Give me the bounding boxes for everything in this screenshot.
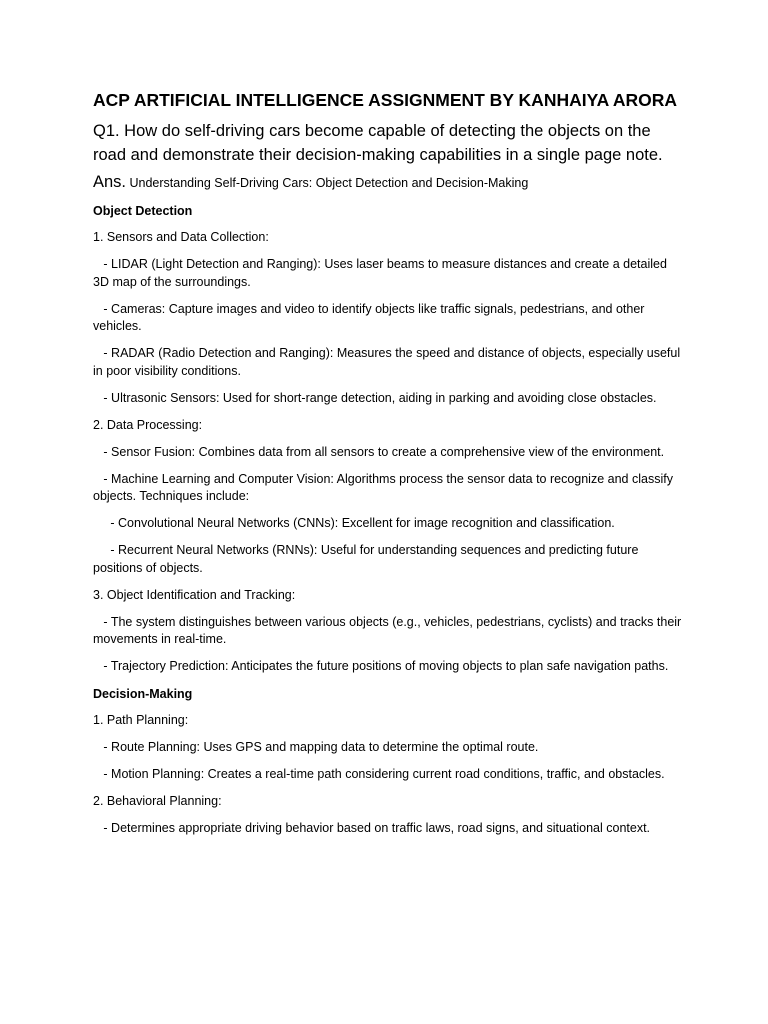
paragraph: 1. Sensors and Data Collection: (93, 230, 269, 244)
paragraph: - LIDAR (Light Detection and Ranging): Uses laser beams to measure distances and create a detailed 3D map of the surroundings. (93, 257, 671, 289)
section-heading: Object Detection (93, 204, 193, 218)
document-title: ACP ARTIFICIAL INTELLIGENCE ASSIGNMENT BY KANHAIYA ARORA (93, 90, 678, 110)
paragraph: 1. Path Planning: (93, 713, 189, 727)
paragraph: - Trajectory Prediction: Anticipates the future positions of moving objects to plan safe navigation paths. (93, 659, 669, 673)
paragraph: - Motion Planning: Creates a real-time path considering current road conditions, traffic, and obstacles. (93, 767, 665, 781)
section-heading: Decision-Making (93, 687, 193, 701)
paragraph: - Route Planning: Uses GPS and mapping data to determine the optimal route. (93, 740, 539, 754)
paragraph: - Sensor Fusion: Combines data from all sensors to create a comprehensive view of the environment. (93, 444, 665, 459)
paragraph: - RADAR (Radio Detection and Ranging): Measures the speed and distance of objects, especially useful in poor visibility conditions. (93, 346, 684, 378)
paragraph: - Convolutional Neural Networks (CNNs): Excellent for image recognition and classification. (93, 516, 615, 530)
answer-label: Ans. (93, 173, 127, 191)
paragraph: 3. Object Identification and Tracking: (93, 587, 296, 602)
paragraph: 2. Behavioral Planning: (93, 794, 222, 808)
paragraph: - Determines appropriate driving behavior based on traffic laws, road signs, and situational context. (93, 821, 651, 835)
answer-intro-text: Understanding Self-Driving Cars: Object Detection and Decision-Making (126, 176, 529, 190)
document-page (93, 89, 683, 847)
paragraph: - Cameras: Capture images and video to identify objects like traffic signals, pedestrians, and other vehicles. (93, 301, 648, 333)
paragraph: - The system distinguishes between various objects (e.g., vehicles, pedestrians, cyclists) and tracks their movements in real-time. (93, 614, 685, 646)
paragraph: - Ultrasonic Sensors: Used for short-range detection, aiding in parking and avoiding close obstacles. (93, 390, 657, 405)
paragraph: - Machine Learning and Computer Vision: Algorithms process the sensor data to recognize and classify objects. Techniques include: (93, 471, 677, 503)
question-text: Q1. How do self-driving cars become capable of detecting the objects on the road and demonstrate their decision-making capabilities in a single page note. (93, 122, 663, 164)
paragraph: - Recurrent Neural Networks (RNNs): Useful for understanding sequences and predicting future positions of objects. (93, 543, 642, 575)
answer-intro (93, 173, 683, 192)
paragraph: 2. Data Processing: (93, 417, 203, 432)
